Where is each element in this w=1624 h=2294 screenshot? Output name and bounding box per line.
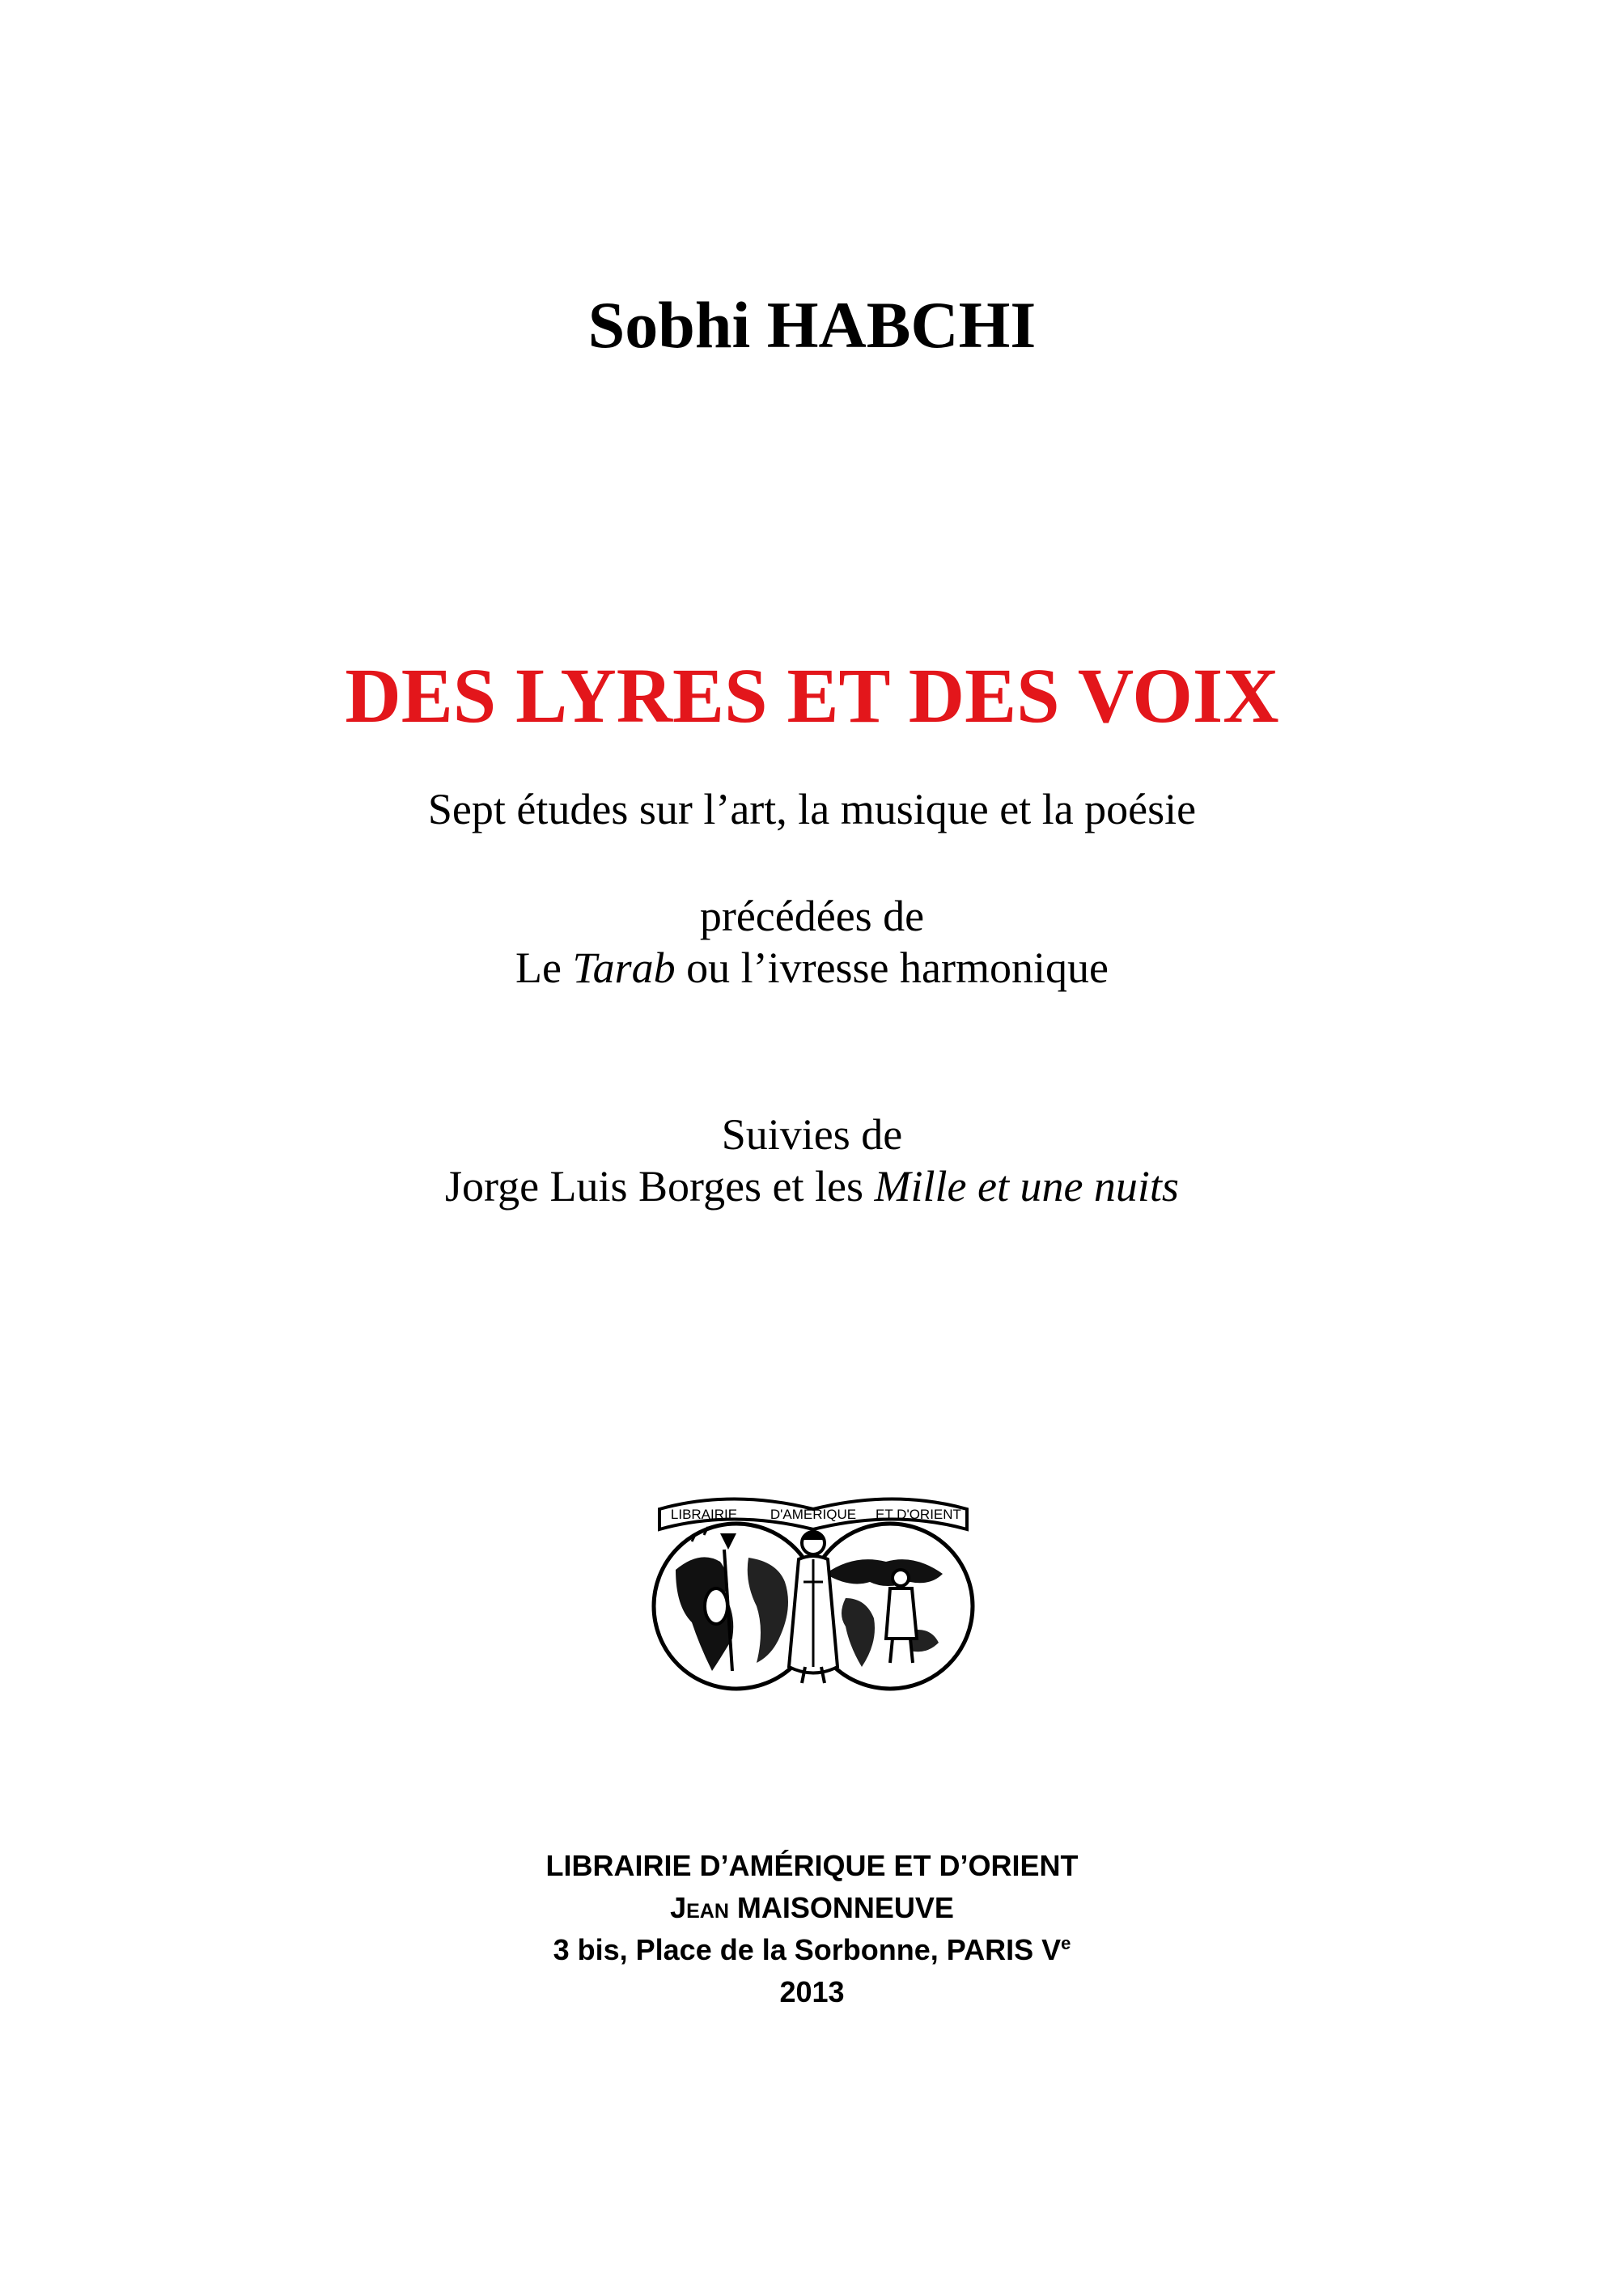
followed-intro: Suivies de [721,1110,903,1159]
preceded-block [0,890,1624,994]
logo-banner [659,1499,967,1530]
publisher-person [0,1887,1624,1929]
publisher-address-text: 3 bis, Place de la Sorbonne, PARIS V [553,1933,1062,1966]
preceded-line [0,942,1624,994]
publisher-person-first: Jean [670,1891,729,1924]
author-name: Sobhi HABCHI [587,288,1037,362]
book-title: DES LYRES ET DES VOIX [345,652,1279,739]
publisher-person-last: MAISONNEUVE [728,1891,954,1924]
publisher-year: 2013 [779,1975,845,2008]
preceded-line-suffix: ou l’ivresse harmonique [675,943,1109,992]
publisher-block [0,1845,1624,2013]
followed-block [0,1109,1624,1212]
book-subtitle: Sept études sur l’art, la musique et la poésie [427,785,1197,833]
followed-line-italic: Mille et une nuits [874,1162,1179,1211]
publisher-logo [643,1485,983,1695]
preceded-line-italic: Tarab [572,943,676,992]
publisher-address-sup: e [1061,1933,1071,1953]
banner-middle-text: D'AMERIQUE [770,1507,857,1522]
followed-line [0,1160,1624,1212]
banner-left-text: LIBRAIRIE [670,1507,738,1522]
preceded-intro: précédées de [699,892,925,940]
banner-right-text: ET D'ORIENT [876,1507,961,1522]
followed-line-prefix: Jorge Luis Borges et les [445,1162,875,1211]
publisher-address [0,1929,1624,1971]
preceded-line-prefix: Le [515,943,573,992]
publisher-name: LIBRAIRIE D’AMÉRIQUE ET D’ORIENT [545,1849,1079,1882]
